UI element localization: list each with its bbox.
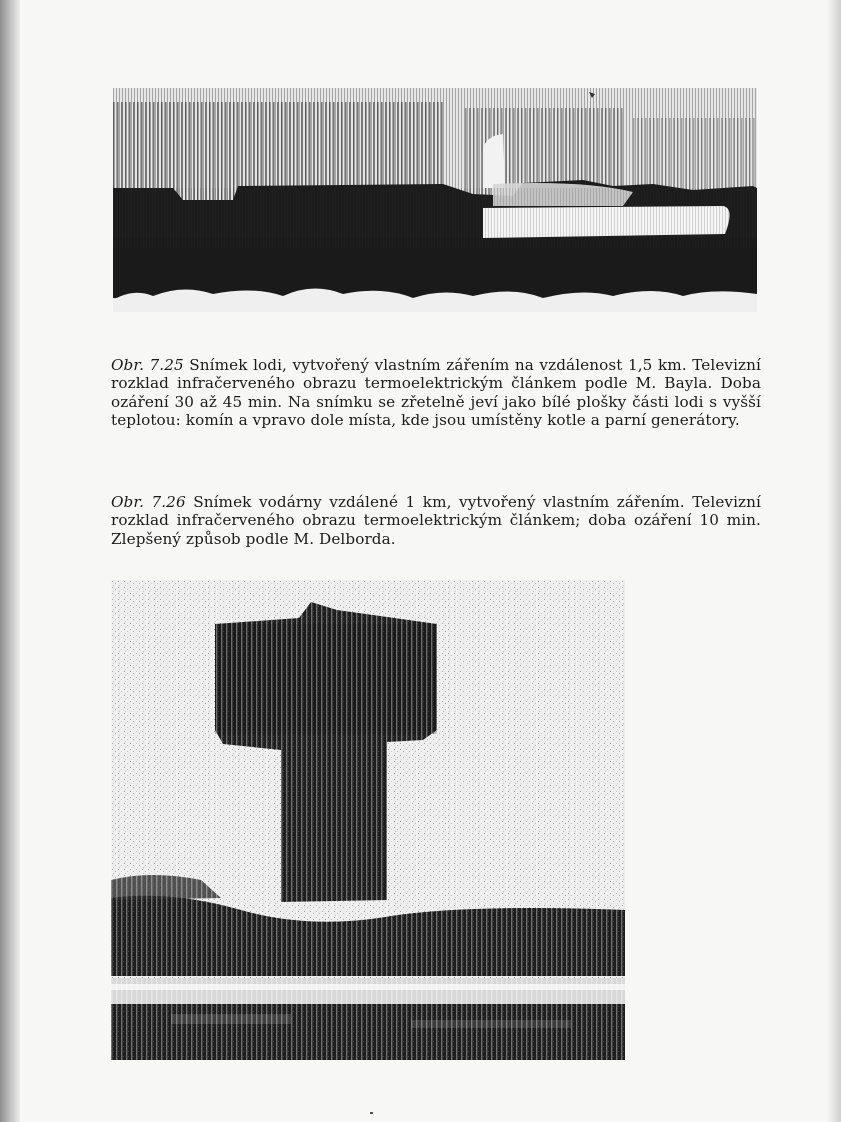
scan-edge-right	[827, 0, 841, 1122]
caption-text: Snímek vodárny vzdálené 1 km, vytvořený vlastním zářením. Televizní rozklad infračerveného obrazu termoelektrickým článkem; doba ozáření 10 min. Zlepšený způsob podle M. Delborda.	[111, 493, 761, 548]
figure-7-25-ship-photo	[113, 88, 757, 312]
caption-figure-7-25	[111, 356, 761, 429]
page-speck	[370, 1112, 373, 1114]
figure-7-26-water-tower-photo	[111, 580, 625, 1060]
caption-figure-7-26	[111, 493, 761, 548]
scan-edge-left	[0, 0, 20, 1122]
caption-label: Obr. 7.25	[111, 356, 184, 374]
water-tower-photo-image	[111, 580, 625, 1060]
ship-photo-image	[113, 88, 757, 312]
caption-label: Obr. 7.26	[111, 493, 186, 511]
caption-text: Snímek lodi, vytvořený vlastním zářením na vzdálenost 1,5 km. Televizní rozklad infračerveného obrazu termoelektrickým článkem podle M. Bayla. Doba ozáření 30 až 45 min. Na snímku se zřetelně jeví jako bílé plošky části lodi s vyšší teplotou: komín a vpravo dole místa, kde jsou umístěny kotle a parní generátory.	[111, 356, 761, 429]
